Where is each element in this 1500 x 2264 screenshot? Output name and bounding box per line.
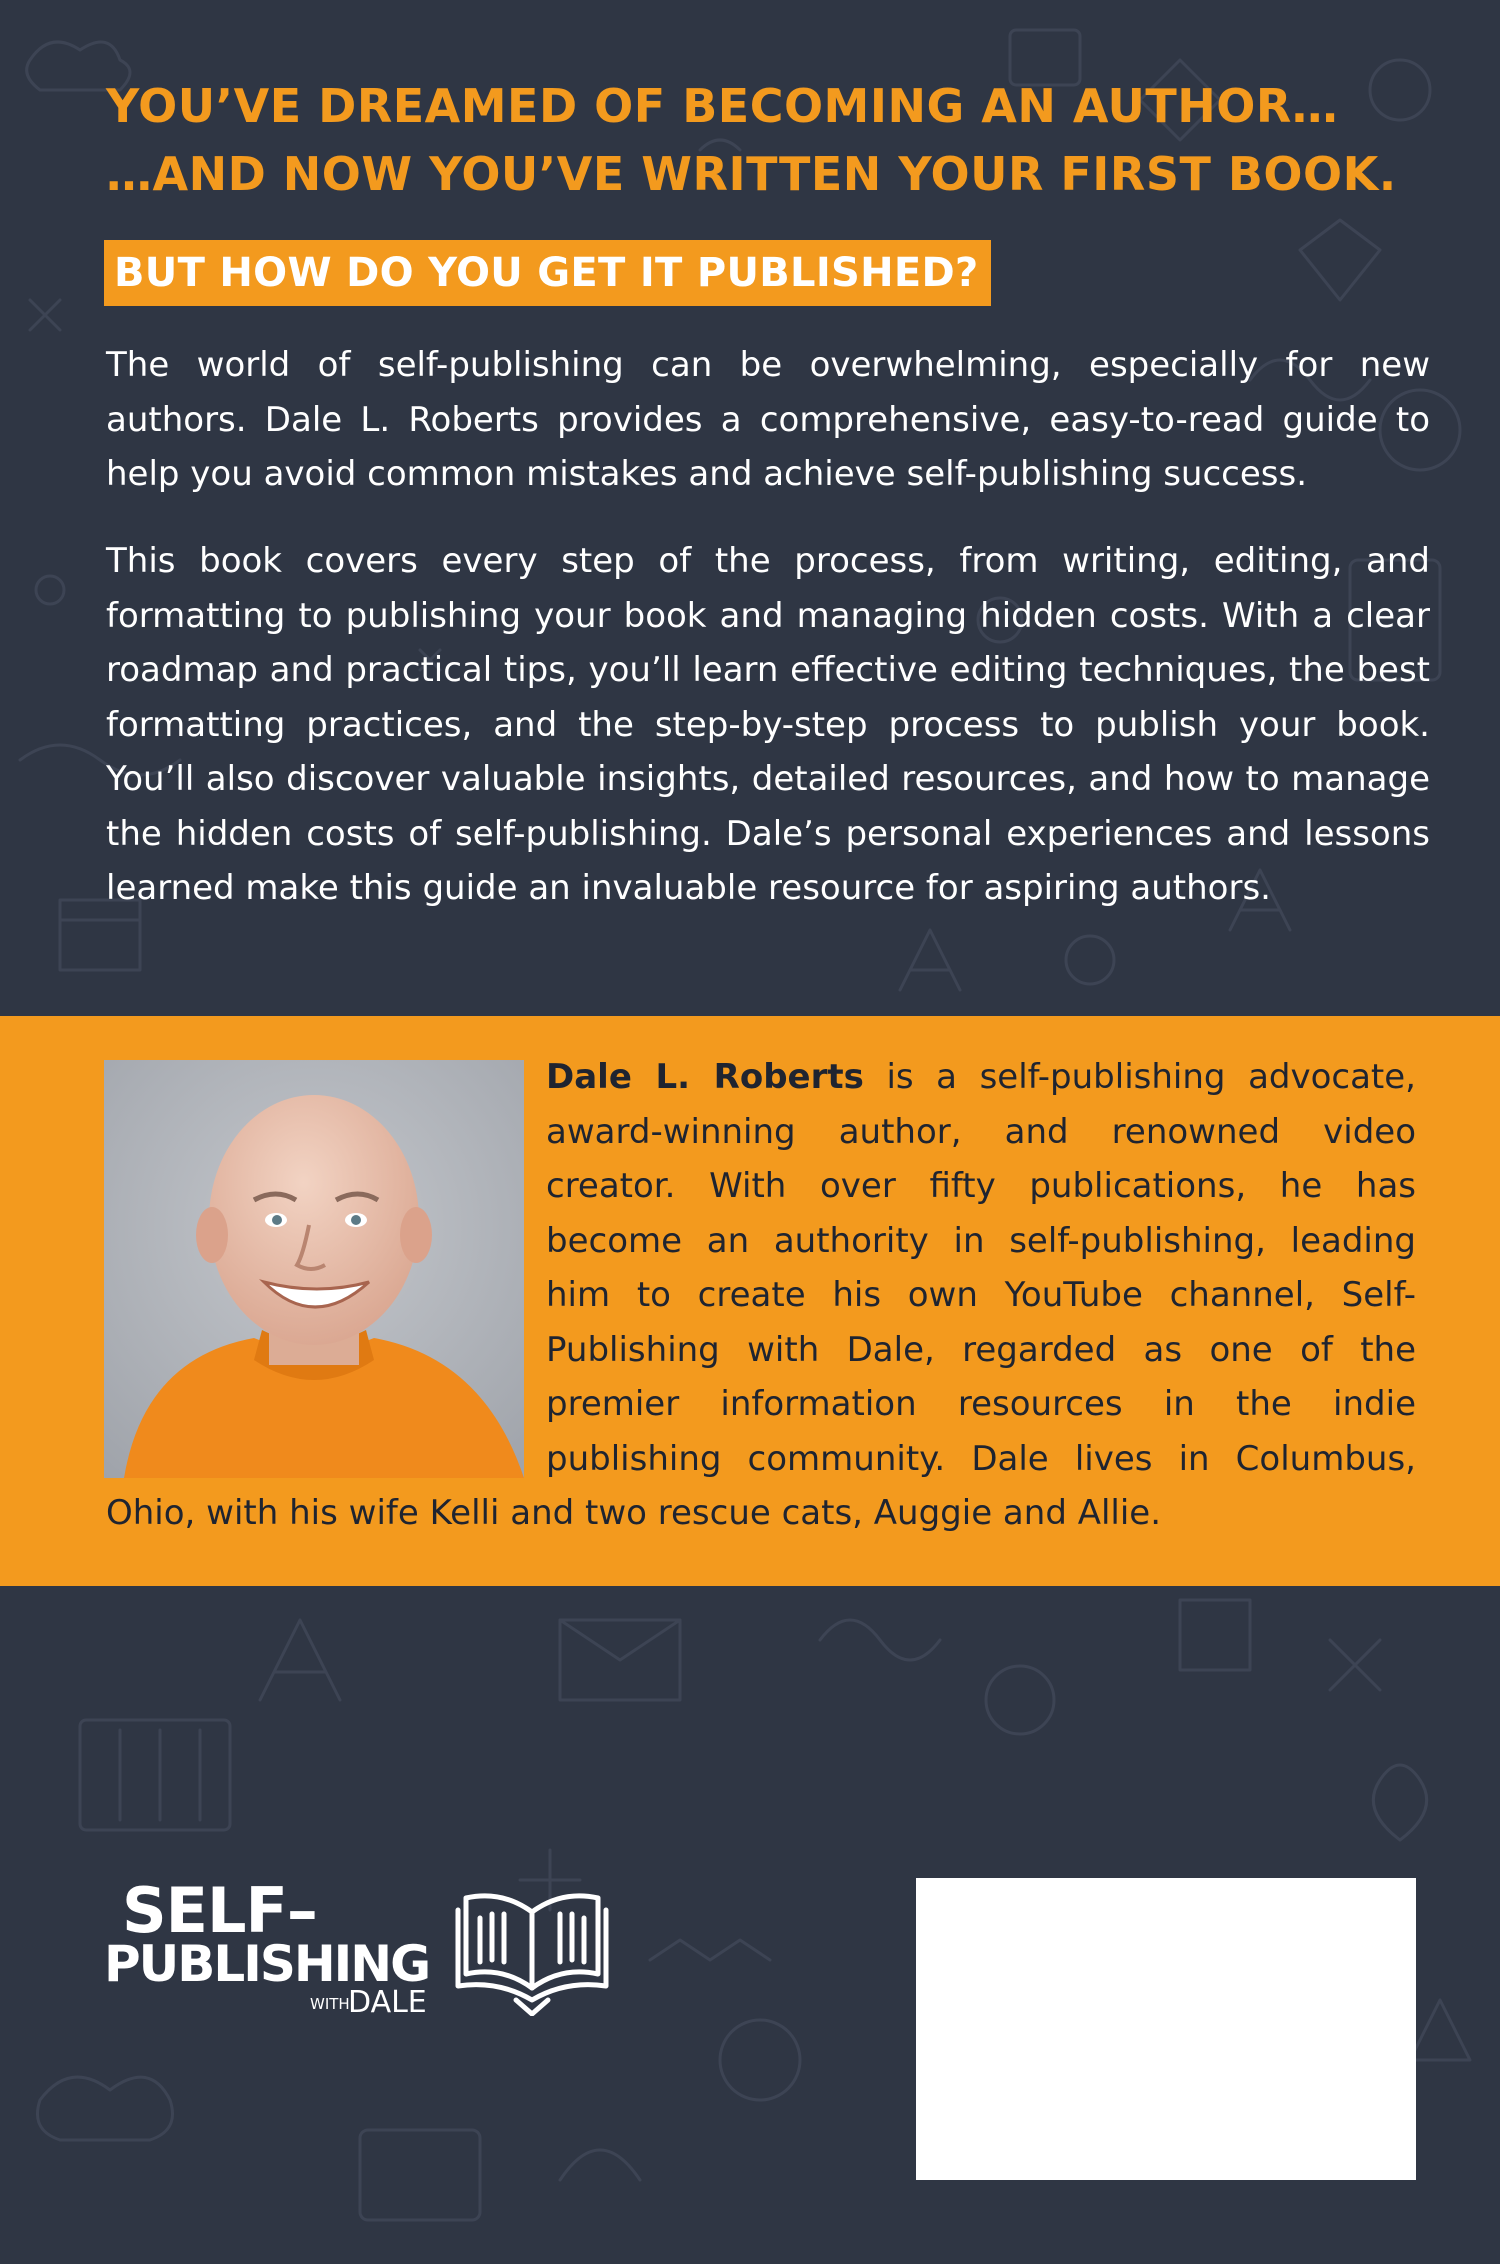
- logo-dale-text: DALE: [348, 1985, 427, 2020]
- logo-self-text: SELF–: [122, 1874, 317, 1947]
- logo-publishing-text: PUBLISHING: [104, 1935, 430, 1993]
- author-bio-text: is a self-publishing advocate, award-winning author, and renowned video creator. With over fifty publications, he has become an authority in self-publishing, leading him to create his own YouTube channel, Self-Publishing with Dale, regarded as one of the premier information resources in the indie publishing community. Dale lives in Columbus, Ohio, with his wife Kelli and two rescue cats, Auggie and Allie.: [106, 1057, 1416, 1533]
- headline-line-2: …AND NOW YOU’VE WRITTEN YOUR FIRST BOOK.: [106, 147, 1397, 201]
- subhead-banner: BUT HOW DO YOU GET IT PUBLISHED?: [104, 240, 991, 306]
- description-paragraph-2: This book covers every step of the process, from writing, editing, and formatting to publishing your book and managing hidden costs. With a clear roadmap and practical tips, you’ll learn effective editing techniques, the best formatting practices, and the step-by-step process to publish your book. You’ll also discover valuable insights, detailed resources, and how to manage the hidden costs of self-publishing. Dale’s personal experiences and lessons learned make this guide an invaluable resource for aspiring authors.: [106, 541, 1430, 908]
- barcode-placeholder: [916, 1878, 1416, 2180]
- open-book-icon: [452, 1882, 612, 2016]
- logo-with-text: WITH: [310, 1995, 350, 2013]
- author-bio: [106, 1050, 1416, 1541]
- self-publishing-with-dale-logo: [104, 1874, 624, 2020]
- description-paragraph-1: The world of self-publishing can be overwhelming, especially for new authors. Dale L. Roberts provides a comprehensive, easy-to-read guide to help you avoid common mistakes and achieve self-publishing success.: [106, 345, 1430, 494]
- headline-line-1: YOU’VE DREAMED OF BECOMING AN AUTHOR…: [106, 79, 1339, 133]
- headline: [106, 72, 1436, 208]
- author-name: Dale L. Roberts: [546, 1057, 864, 1097]
- portrait-spacer: [106, 1050, 546, 1482]
